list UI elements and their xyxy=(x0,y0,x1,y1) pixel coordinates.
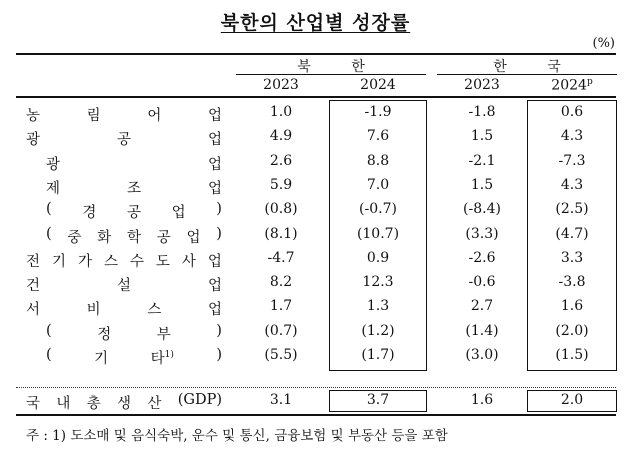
total-dotted-rule xyxy=(16,387,616,388)
table-row-value: -0.6 xyxy=(468,274,496,291)
label-char: 타$^{1)}$ xyxy=(150,350,174,367)
table-row-value: (0.7) xyxy=(264,322,298,339)
total-row-label xyxy=(26,392,222,413)
table-row-label xyxy=(46,201,222,222)
table-row-label xyxy=(26,298,222,319)
table-row-value: 8.2 xyxy=(269,274,293,291)
label-char: 업 xyxy=(207,302,222,319)
top-rule xyxy=(16,53,616,55)
table-row-value: (2.5) xyxy=(555,201,589,218)
unit-label: (%) xyxy=(592,36,615,51)
table-row-value: 5.9 xyxy=(269,176,293,193)
label-char: 업 xyxy=(207,253,222,270)
table-row-label xyxy=(46,347,222,368)
label-char: ( xyxy=(46,347,52,363)
table-row-value: (-0.7) xyxy=(359,201,397,218)
label-char: ( xyxy=(46,322,52,339)
label-char: 수 xyxy=(129,253,144,270)
label-char: 업 xyxy=(171,205,186,222)
table-row-label xyxy=(46,323,222,344)
table-row-value: -7.3 xyxy=(558,152,586,169)
table-row-label xyxy=(26,104,222,125)
label-char: 도 xyxy=(155,253,170,270)
label-char: 경 xyxy=(82,205,97,222)
table-row-value: 2.7 xyxy=(470,298,494,315)
label-char: 업 xyxy=(207,108,222,124)
label-char: 광 xyxy=(26,132,41,149)
table-row-label xyxy=(26,274,222,295)
table-row-value: (8.1) xyxy=(264,225,298,242)
label-char: 정 xyxy=(97,326,112,343)
table-row-value: -1.9 xyxy=(364,104,392,120)
table-row-value: 1.5 xyxy=(470,176,494,193)
table-row-label xyxy=(26,128,222,149)
year-header-sk-2024: 2024$^p$ xyxy=(551,77,593,94)
table-row-value: -2.6 xyxy=(468,249,496,266)
year-header-nk-2024: 2024 xyxy=(360,77,396,93)
year-header-nk-2023: 2023 xyxy=(263,77,299,93)
total-row-value: 3.7 xyxy=(366,392,390,408)
bottom-rule xyxy=(16,414,616,416)
group-header-sk: 한 국 xyxy=(493,59,579,75)
table-row-value: (10.7) xyxy=(356,225,400,242)
table-row-value: 7.6 xyxy=(366,128,390,145)
label-char: 업 xyxy=(207,180,222,197)
label-char: 기 xyxy=(51,253,66,270)
label-char: ) xyxy=(216,201,222,218)
label-char: 가 xyxy=(77,253,92,270)
total-row-value: 2.0 xyxy=(560,392,584,408)
label-char: 화 xyxy=(97,229,112,246)
table-row-value: (3.0) xyxy=(465,347,499,363)
label-char: 비 xyxy=(86,302,101,319)
label-char: 업 xyxy=(207,278,222,295)
label-char: 국 xyxy=(26,396,41,412)
label-char: 업 xyxy=(186,229,201,246)
table-row-value: (1.4) xyxy=(465,322,499,339)
footnote-ref: 1) xyxy=(164,350,174,361)
table-row-value: (4.7) xyxy=(555,225,589,242)
label-char: 내 xyxy=(56,396,71,412)
header-bottom-rule xyxy=(16,96,616,98)
label-char: ) xyxy=(216,225,222,242)
label-char: 스 xyxy=(147,302,162,319)
table-row-value: 1.0 xyxy=(269,104,293,120)
table-row-value: 8.8 xyxy=(366,152,390,169)
label-char: ) xyxy=(216,322,222,339)
table-row-value: (3.3) xyxy=(465,225,499,242)
table-row-label xyxy=(46,226,222,247)
table-row-value: (0.8) xyxy=(264,201,298,218)
table-row-label xyxy=(46,177,222,198)
total-row-value: 1.6 xyxy=(470,392,494,408)
table-row-value: (5.5) xyxy=(264,347,298,363)
label-char: 공 xyxy=(126,205,141,222)
label-char: 부 xyxy=(156,326,171,343)
table-row-value: 3.3 xyxy=(560,249,584,266)
label-char: 총 xyxy=(86,396,101,412)
table-row-value: 4.9 xyxy=(269,128,293,145)
label-char: ( xyxy=(46,225,52,242)
table-row-value: 1.3 xyxy=(366,298,390,315)
table-row-value: 7.0 xyxy=(366,176,390,193)
label-char: 공 xyxy=(156,229,171,246)
label-char: 림 xyxy=(86,108,101,124)
table-row-value: -2.1 xyxy=(468,152,496,169)
table-row-value: 1.5 xyxy=(470,128,494,145)
table-row-value: (2.0) xyxy=(555,322,589,339)
table-row-value: 4.3 xyxy=(560,128,584,145)
table-row-value: 12.3 xyxy=(362,274,394,291)
label-char: 스 xyxy=(103,253,118,270)
label-char: 사 xyxy=(181,253,196,270)
label-char: 학 xyxy=(126,229,141,246)
label-char: 기 xyxy=(94,351,109,367)
label-char: 설 xyxy=(116,278,131,295)
table-row-value: -1.8 xyxy=(468,104,496,120)
label-char: 전 xyxy=(26,253,41,270)
label-char: 생 xyxy=(117,396,132,412)
table-row-value: (1.2) xyxy=(361,322,395,339)
label-char: ( xyxy=(46,201,52,218)
table-row-value: 0.6 xyxy=(560,104,584,120)
table-row-label xyxy=(46,153,222,174)
label-char: 서 xyxy=(26,302,41,319)
label-char: 조 xyxy=(126,180,141,197)
label-char: 제 xyxy=(46,180,61,197)
label-char: (GDP) xyxy=(177,392,222,408)
table-row-value: 2.6 xyxy=(269,152,293,169)
label-char: 어 xyxy=(147,108,162,124)
label-char: 농 xyxy=(26,108,41,124)
table-row-value: 1.7 xyxy=(269,298,293,315)
label-char: 업 xyxy=(207,132,222,149)
table-row-value: -3.8 xyxy=(558,274,586,291)
label-char: 건 xyxy=(26,278,41,295)
label-char: 공 xyxy=(116,132,131,149)
table-row-label xyxy=(26,250,222,271)
table-row-value: -4.7 xyxy=(267,249,295,266)
year-header-sk-2023: 2023 xyxy=(464,77,500,93)
table-title: 북한의 산업별 성장률 xyxy=(220,12,411,34)
label-char: 업 xyxy=(207,156,222,173)
group-header-nk: 북 한 xyxy=(297,59,383,75)
table-row-value: (1.5) xyxy=(555,347,589,363)
table-row-value: 1.6 xyxy=(560,298,584,315)
footnote: 주 : 1) 도소매 및 음식숙박, 운수 및 통신, 금융보험 및 부동산 등을 포함 xyxy=(26,428,448,444)
label-char: 산 xyxy=(147,396,162,412)
table-row-value: 0.9 xyxy=(366,249,390,266)
total-row-value: 3.1 xyxy=(269,392,293,408)
table-row-value: (1.7) xyxy=(361,347,395,363)
table-row-value: (-8.4) xyxy=(463,201,501,218)
table-row-value: 4.3 xyxy=(560,176,584,193)
label-char: 중 xyxy=(67,229,82,246)
label-char: 광 xyxy=(46,156,61,173)
label-char: ) xyxy=(216,347,222,363)
